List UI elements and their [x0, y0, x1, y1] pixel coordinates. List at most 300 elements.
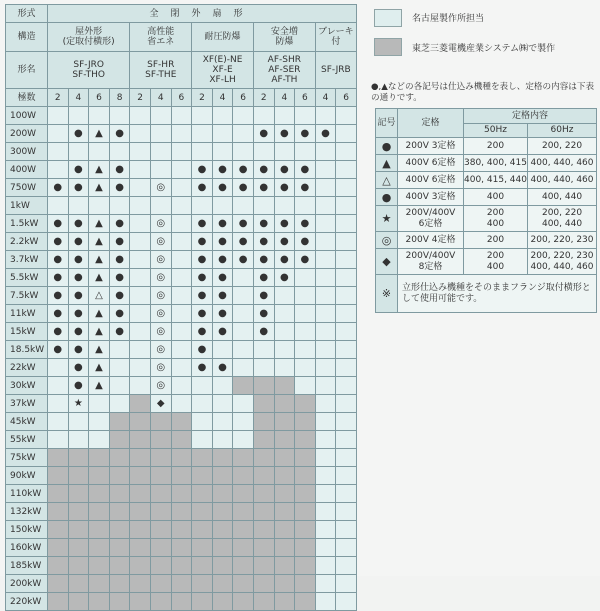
capacity-label: 30kW	[6, 377, 48, 395]
availability-cell	[212, 485, 233, 503]
structure-label: 構造	[6, 23, 48, 52]
form-label: 形式	[6, 5, 48, 23]
availability-cell	[89, 107, 110, 125]
capacity-label: 75kW	[6, 449, 48, 467]
availability-cell: ●	[192, 179, 213, 197]
availability-cell	[233, 413, 254, 431]
availability-cell	[130, 395, 151, 413]
availability-cell: ●	[274, 269, 295, 287]
availability-cell	[274, 143, 295, 161]
legend-light-text: 名古屋製作所担当	[412, 14, 485, 24]
capacity-label: 220kW	[6, 593, 48, 611]
availability-cell	[130, 233, 151, 251]
ratings-footnote-row	[376, 275, 597, 313]
pole-header: 6	[233, 89, 254, 107]
availability-cell	[233, 269, 254, 287]
availability-cell	[68, 593, 89, 611]
availability-cell	[233, 467, 254, 485]
availability-cell	[89, 467, 110, 485]
availability-cell	[315, 557, 336, 575]
availability-cell: ●	[295, 125, 316, 143]
rating-60hz: 400, 440	[528, 189, 597, 206]
availability-cell: ●	[192, 287, 213, 305]
model-af: AF-SHR AF-SER AF-TH	[253, 52, 315, 89]
model-xf: XF(E)-NE XF-E XF-LH	[192, 52, 254, 89]
rating-name: 400V 6定格	[398, 172, 464, 189]
availability-cell	[48, 449, 69, 467]
availability-cell: ●	[192, 359, 213, 377]
availability-cell	[130, 503, 151, 521]
availability-cell	[109, 395, 130, 413]
availability-cell: ●	[109, 161, 130, 179]
availability-cell	[212, 575, 233, 593]
availability-cell: ▲	[89, 323, 110, 341]
availability-cell	[315, 233, 336, 251]
rating-50hz: 400, 415, 440	[464, 172, 528, 189]
capacity-row	[6, 521, 357, 539]
availability-cell	[48, 503, 69, 521]
availability-cell: ●	[295, 251, 316, 269]
availability-cell: ●	[109, 233, 130, 251]
availability-cell: ●	[109, 179, 130, 197]
rating-60hz: 200, 220, 230	[528, 232, 597, 249]
availability-cell	[315, 251, 336, 269]
availability-cell	[233, 503, 254, 521]
availability-cell	[274, 593, 295, 611]
availability-cell	[130, 359, 151, 377]
pole-header: 4	[274, 89, 295, 107]
availability-cell	[130, 125, 151, 143]
availability-cell: ●	[68, 341, 89, 359]
rating-50hz: 400	[464, 189, 528, 206]
availability-cell	[315, 197, 336, 215]
availability-cell	[315, 467, 336, 485]
availability-cell	[68, 575, 89, 593]
availability-cell: ●	[212, 251, 233, 269]
availability-cell: ●	[233, 233, 254, 251]
model-sf-jro: SF-JRO SF-THO	[48, 52, 130, 89]
availability-cell	[89, 503, 110, 521]
availability-cell	[212, 521, 233, 539]
availability-cell	[89, 449, 110, 467]
availability-cell: ●	[109, 305, 130, 323]
availability-cell	[48, 125, 69, 143]
availability-cell	[150, 503, 171, 521]
capacity-label: 1kW	[6, 197, 48, 215]
availability-cell	[48, 197, 69, 215]
capacity-row	[6, 557, 357, 575]
availability-cell: ▲	[89, 359, 110, 377]
availability-cell	[171, 143, 192, 161]
availability-cell	[89, 557, 110, 575]
availability-cell	[274, 539, 295, 557]
availability-cell	[89, 485, 110, 503]
availability-cell	[295, 485, 316, 503]
availability-cell: ●	[192, 269, 213, 287]
availability-cell: ●	[315, 125, 336, 143]
availability-cell	[233, 395, 254, 413]
availability-cell	[130, 197, 151, 215]
availability-cell	[274, 107, 295, 125]
capacity-row	[6, 287, 357, 305]
availability-cell: ●	[48, 215, 69, 233]
availability-cell: ●	[274, 251, 295, 269]
availability-cell: ●	[253, 269, 274, 287]
availability-cell	[274, 341, 295, 359]
poles-label: 極数	[6, 89, 48, 107]
availability-cell	[336, 287, 357, 305]
availability-cell	[171, 287, 192, 305]
capacity-row	[6, 143, 357, 161]
capacity-row	[6, 593, 357, 611]
availability-cell: ●	[253, 323, 274, 341]
availability-cell	[295, 341, 316, 359]
availability-cell	[336, 323, 357, 341]
availability-cell: ●	[48, 179, 69, 197]
availability-cell	[233, 197, 254, 215]
pole-header: 6	[89, 89, 110, 107]
legend-light-swatch	[374, 9, 402, 27]
structure-outdoor: 屋外形 (定取付横形)	[48, 23, 130, 52]
symbol-note: ●,▲などの各記号は仕込み機種を表し、定格の内容は下表の通りです。	[371, 82, 595, 103]
availability-cell	[48, 161, 69, 179]
availability-cell	[253, 503, 274, 521]
availability-cell: ▲	[89, 179, 110, 197]
availability-cell: ●	[68, 377, 89, 395]
availability-cell	[212, 413, 233, 431]
availability-cell: ●	[212, 269, 233, 287]
rating-symbol: ◎	[376, 232, 398, 249]
availability-cell	[295, 521, 316, 539]
availability-cell	[253, 449, 274, 467]
pole-header: 6	[295, 89, 316, 107]
availability-cell	[253, 413, 274, 431]
availability-cell	[150, 161, 171, 179]
availability-cell	[253, 395, 274, 413]
availability-cell	[315, 341, 336, 359]
availability-cell	[130, 215, 151, 233]
availability-cell: ◎	[150, 179, 171, 197]
availability-cell: ●	[253, 215, 274, 233]
availability-cell	[233, 305, 254, 323]
availability-cell: ●	[274, 215, 295, 233]
availability-cell: ●	[68, 125, 89, 143]
capacity-label: 11kW	[6, 305, 48, 323]
availability-cell	[315, 323, 336, 341]
capacity-row	[6, 413, 357, 431]
availability-cell	[130, 557, 151, 575]
availability-cell	[171, 323, 192, 341]
availability-cell	[171, 251, 192, 269]
availability-cell	[233, 431, 254, 449]
availability-cell	[336, 143, 357, 161]
availability-cell	[295, 287, 316, 305]
availability-cell	[192, 413, 213, 431]
availability-cell: ●	[233, 215, 254, 233]
availability-cell: ●	[48, 323, 69, 341]
capacity-label: 37kW	[6, 395, 48, 413]
ratings-header-rating: 定格	[398, 109, 464, 138]
capacity-label: 5.5kW	[6, 269, 48, 287]
availability-cell	[68, 431, 89, 449]
availability-cell	[130, 323, 151, 341]
availability-cell	[48, 485, 69, 503]
availability-cell	[253, 557, 274, 575]
capacity-row	[6, 467, 357, 485]
capacity-label: 55kW	[6, 431, 48, 449]
availability-cell: ◎	[150, 269, 171, 287]
availability-cell	[192, 395, 213, 413]
availability-cell	[295, 269, 316, 287]
availability-cell	[315, 539, 336, 557]
rating-50hz: 200	[464, 138, 528, 155]
availability-cell	[274, 485, 295, 503]
availability-cell	[274, 521, 295, 539]
availability-cell	[171, 575, 192, 593]
availability-cell	[336, 575, 357, 593]
availability-cell	[89, 431, 110, 449]
availability-cell	[336, 179, 357, 197]
availability-cell: ◆	[150, 395, 171, 413]
availability-cell	[130, 143, 151, 161]
availability-cell	[336, 107, 357, 125]
availability-cell: ●	[192, 341, 213, 359]
availability-cell	[130, 521, 151, 539]
availability-cell	[150, 575, 171, 593]
structure-flameproof: 耐圧防爆	[192, 23, 254, 52]
availability-cell	[233, 359, 254, 377]
rating-symbol: ●	[376, 138, 398, 155]
availability-cell	[171, 395, 192, 413]
availability-cell: ●	[212, 215, 233, 233]
availability-cell	[274, 359, 295, 377]
rating-60hz: 400, 440, 460	[528, 155, 597, 172]
pole-header: 4	[315, 89, 336, 107]
availability-cell	[130, 467, 151, 485]
rating-name: 200V 3定格	[398, 138, 464, 155]
availability-cell	[315, 449, 336, 467]
rating-symbol: △	[376, 172, 398, 189]
availability-cell	[315, 395, 336, 413]
availability-cell	[192, 377, 213, 395]
availability-cell: ●	[68, 305, 89, 323]
capacity-row	[6, 251, 357, 269]
availability-cell	[150, 125, 171, 143]
structure-high-efficiency: 高性能 省エネ	[130, 23, 192, 52]
availability-cell	[89, 521, 110, 539]
capacity-row	[6, 233, 357, 251]
availability-cell	[130, 269, 151, 287]
availability-cell	[171, 431, 192, 449]
availability-cell: ●	[274, 179, 295, 197]
availability-cell	[48, 557, 69, 575]
rating-row	[376, 206, 597, 232]
availability-cell	[150, 143, 171, 161]
availability-cell	[336, 359, 357, 377]
availability-cell	[233, 125, 254, 143]
availability-cell	[130, 413, 151, 431]
model-sf-hr: SF-HR SF-THE	[130, 52, 192, 89]
availability-cell	[336, 233, 357, 251]
availability-cell	[233, 593, 254, 611]
availability-cell	[89, 197, 110, 215]
rating-symbol: ★	[376, 206, 398, 232]
capacity-row	[6, 449, 357, 467]
availability-cell	[130, 431, 151, 449]
rating-name: 400V 3定格	[398, 189, 464, 206]
availability-cell	[315, 305, 336, 323]
capacity-row	[6, 575, 357, 593]
availability-cell	[89, 539, 110, 557]
availability-cell: ●	[109, 323, 130, 341]
availability-cell	[171, 521, 192, 539]
footnote-text: 立形仕込み機種をそのままフランジ取付横形として使用可能です。	[398, 275, 597, 313]
footnote-symbol: ※	[376, 275, 398, 313]
availability-cell	[233, 287, 254, 305]
capacity-label: 2.2kW	[6, 233, 48, 251]
availability-cell	[315, 431, 336, 449]
availability-cell	[253, 467, 274, 485]
pole-header: 4	[68, 89, 89, 107]
rating-50hz: 200 400	[464, 249, 528, 275]
availability-cell	[68, 485, 89, 503]
capacity-row	[6, 503, 357, 521]
availability-cell: ●	[68, 161, 89, 179]
availability-cell: ◎	[150, 251, 171, 269]
capacity-row	[6, 377, 357, 395]
rating-name: 200V/400V 8定格	[398, 249, 464, 275]
availability-cell	[295, 305, 316, 323]
availability-cell	[150, 449, 171, 467]
pole-header: 4	[150, 89, 171, 107]
capacity-row	[6, 107, 357, 125]
availability-cell	[171, 557, 192, 575]
availability-cell: ●	[109, 269, 130, 287]
availability-cell	[336, 485, 357, 503]
availability-cell	[68, 449, 89, 467]
rating-row	[376, 249, 597, 275]
capacity-label: 200kW	[6, 575, 48, 593]
capacity-row	[6, 125, 357, 143]
availability-cell	[68, 539, 89, 557]
availability-cell	[109, 377, 130, 395]
availability-cell: ●	[212, 323, 233, 341]
availability-cell: ●	[212, 161, 233, 179]
availability-cell	[48, 395, 69, 413]
capacity-row	[6, 269, 357, 287]
availability-cell: ●	[68, 287, 89, 305]
availability-cell	[109, 107, 130, 125]
availability-cell	[295, 197, 316, 215]
availability-cell	[109, 197, 130, 215]
availability-cell: ●	[109, 125, 130, 143]
availability-cell	[233, 521, 254, 539]
availability-cell	[68, 143, 89, 161]
availability-cell	[336, 197, 357, 215]
availability-cell	[253, 341, 274, 359]
availability-cell: ●	[68, 251, 89, 269]
availability-cell: ●	[192, 323, 213, 341]
availability-cell	[48, 107, 69, 125]
availability-cell	[253, 539, 274, 557]
structure-increased-safety: 安全増 防爆	[253, 23, 315, 52]
availability-cell: ●	[68, 215, 89, 233]
availability-cell	[192, 107, 213, 125]
availability-cell	[295, 413, 316, 431]
availability-cell	[253, 143, 274, 161]
availability-cell: ◎	[150, 287, 171, 305]
availability-cell	[171, 161, 192, 179]
form-value: 全閉外扇形	[48, 5, 357, 23]
availability-cell: ●	[295, 161, 316, 179]
availability-cell	[212, 449, 233, 467]
availability-cell	[109, 557, 130, 575]
availability-cell	[274, 467, 295, 485]
availability-cell	[253, 377, 274, 395]
ratings-header-symbol: 記号	[376, 109, 398, 138]
rating-symbol: ▲	[376, 155, 398, 172]
rating-name: 200V/400V 6定格	[398, 206, 464, 232]
availability-cell	[171, 179, 192, 197]
availability-cell: ▲	[89, 269, 110, 287]
availability-cell	[130, 107, 151, 125]
availability-cell	[274, 503, 295, 521]
availability-cell: ●	[192, 251, 213, 269]
availability-cell	[212, 197, 233, 215]
availability-cell	[150, 197, 171, 215]
availability-cell	[315, 575, 336, 593]
availability-cell	[150, 521, 171, 539]
availability-cell	[109, 431, 130, 449]
availability-cell	[130, 485, 151, 503]
availability-cell	[336, 215, 357, 233]
capacity-row	[6, 305, 357, 323]
availability-cell	[171, 467, 192, 485]
availability-cell	[109, 593, 130, 611]
availability-cell	[233, 575, 254, 593]
availability-cell	[171, 215, 192, 233]
availability-cell	[192, 449, 213, 467]
capacity-label: 132kW	[6, 503, 48, 521]
availability-cell	[212, 143, 233, 161]
availability-cell: ●	[212, 305, 233, 323]
availability-cell	[48, 575, 69, 593]
capacity-row	[6, 341, 357, 359]
availability-cell: ▲	[89, 305, 110, 323]
availability-cell: ●	[233, 161, 254, 179]
availability-cell	[253, 521, 274, 539]
capacity-row	[6, 431, 357, 449]
rating-name: 400V 6定格	[398, 155, 464, 172]
availability-cell	[212, 467, 233, 485]
capacity-label: 7.5kW	[6, 287, 48, 305]
availability-cell	[233, 557, 254, 575]
availability-cell	[315, 503, 336, 521]
availability-cell	[315, 377, 336, 395]
availability-cell	[109, 539, 130, 557]
availability-cell	[171, 107, 192, 125]
availability-cell	[212, 395, 233, 413]
availability-cell	[295, 143, 316, 161]
availability-cell	[274, 431, 295, 449]
availability-cell	[295, 539, 316, 557]
capacity-label: 22kW	[6, 359, 48, 377]
rating-60hz: 200, 220, 230 400, 440, 460	[528, 249, 597, 275]
availability-cell	[336, 449, 357, 467]
availability-cell: ●	[68, 179, 89, 197]
availability-cell: ◎	[150, 215, 171, 233]
availability-cell	[48, 377, 69, 395]
